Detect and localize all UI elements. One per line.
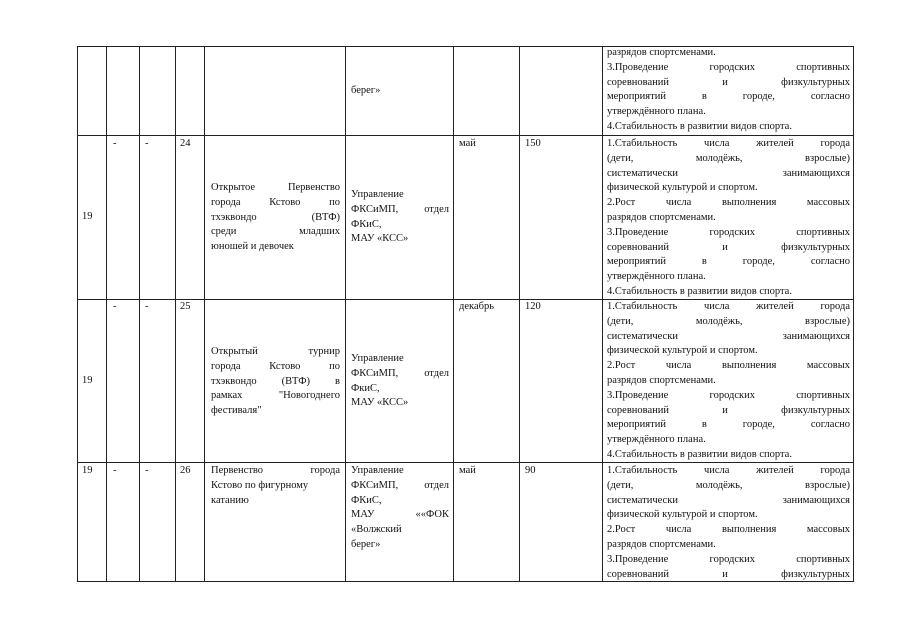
row-section-number: 19: [82, 465, 93, 476]
expected-results-cell: 1.Стабильность числа жителей города (дети, молодёжь, взрослые) систематически занимающихся физической культурой и спортом. 2.Рост числа выполнения массовых разрядов спортсменами. 3.Проведение городских спортивных соревнований и физкультурных мероприятий в городе, согласно утверждённого плана. 4.Стабильность в развитии видов спорта.: [607, 301, 850, 460]
event-name-cell: Открытый турнир города Кстово по тхэквондо (ВТФ) в рамках "Новогоднего фестиваля": [211, 346, 340, 417]
expected-results-cell: 1.Стабильность числа жителей города (дети, молодёжь, взрослые) систематически занимающихся физической культурой и спортом. 2.Рост числа выполнения массовых разрядов спортсменами. 3.Проведение городских спортивных соревнований и физкультурных: [607, 465, 850, 580]
row-dash-col2: -: [113, 301, 117, 312]
row-item-number: 24: [180, 138, 191, 149]
month-cell: май: [459, 465, 476, 476]
row-item-number: 25: [180, 301, 191, 312]
month-cell: май: [459, 138, 476, 149]
row-section-number: 19: [82, 375, 93, 386]
row-item-number: 26: [180, 465, 191, 476]
participants-count-cell: 90: [525, 465, 536, 476]
row-dash-col3: -: [145, 138, 149, 149]
row-dash-col3: -: [145, 465, 149, 476]
event-name-cell: Открытое Первенство города Кстово по тхэквондо (ВТФ) среди младших юношей и девочек: [211, 182, 340, 253]
row-dash-col2: -: [113, 138, 117, 149]
organizer-cell: Управление ФКСиМП, отдел ФКиС, МАУ «КСС»: [351, 189, 449, 245]
row-dash-col3: -: [145, 301, 149, 312]
event-name-cell: Первенство города Кстово по фигурному катанию: [211, 465, 340, 506]
organizer-cell: Управление ФКСиМП, отдел ФкиС, МАУ «КСС»: [351, 353, 449, 409]
expected-results-cell: 1.Стабильность числа жителей города (дети, молодёжь, взрослые) систематически занимающихся физической культурой и спортом. 2.Рост числа выполнения массовых разрядов спортсменами. 3.Проведение городских спортивных соревнований и физкультурных мероприятий в городе, согласно утверждённого плана. 4.Стабильность в развитии видов спорта.: [607, 138, 850, 297]
participants-count-cell: 120: [525, 301, 541, 312]
row-dash-col2: -: [113, 465, 117, 476]
participants-count-cell: 150: [525, 138, 541, 149]
month-cell: декабрь: [459, 301, 494, 312]
row-section-number: 19: [82, 211, 93, 222]
organizer-cell: Управление ФКСиМП, отдел ФКиС, МАУ ««ФОК «Волжский берег»: [351, 465, 449, 550]
partial-description-cell: разрядов спортсменами. 3.Проведение городских спортивных соревнований и физкультурных мероприятий в городе, согласно утверждённого плана. 4.Стабильность в развитии видов спорта.: [607, 47, 850, 132]
partial-organizer-cell: берег»: [351, 85, 381, 96]
